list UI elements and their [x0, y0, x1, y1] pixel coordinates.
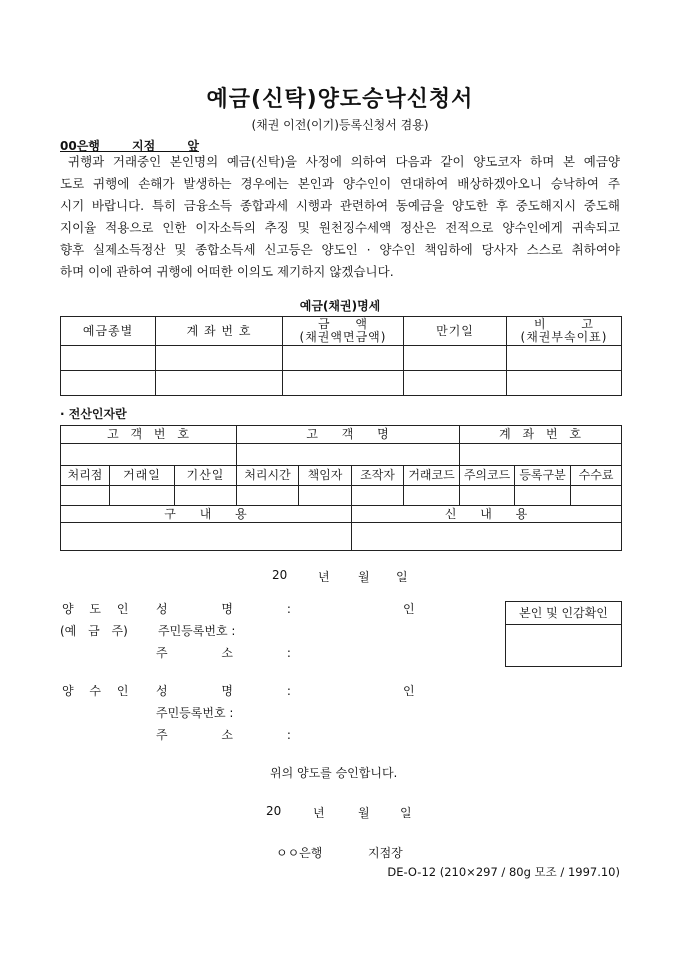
cell[interactable]: [507, 371, 622, 396]
date-year: 20: [272, 568, 288, 582]
transferee-name-label: 성 명 :: [156, 684, 291, 698]
date-day-label: 일: [396, 570, 408, 584]
header-process-time: 처리시간: [237, 466, 299, 486]
cell[interactable]: [237, 444, 460, 466]
body-line: 지이율 적용으로 인한 이자소득의 추징 및 원천징수세액 정산은 전적으로 양수인에게 귀속되고: [60, 220, 620, 235]
header-operator: 조작자: [352, 466, 404, 486]
remarks-sublabel: (채권부속이표): [520, 330, 608, 344]
date-month-label: 월: [358, 570, 370, 584]
transferee-seal: 인: [403, 684, 415, 698]
computer-table: [60, 425, 622, 551]
deposit-table: [60, 316, 622, 396]
body-line: 귀행과 거래중인 본인명의 예금(신탁)을 사정에 의하여 다음과 같이 양도코자 하며 본 예금양: [68, 154, 620, 169]
identity-verification-box: [505, 601, 622, 667]
approval-date-year-label: 년: [313, 806, 325, 820]
cell[interactable]: [61, 371, 156, 396]
transferor-name-label: 성 명 :: [156, 602, 291, 616]
verification-box-title: 본인 및 인감확인: [506, 602, 621, 625]
cell[interactable]: [404, 346, 507, 371]
cell[interactable]: [156, 346, 283, 371]
header-fee: 수수료: [571, 466, 622, 486]
cell[interactable]: [404, 371, 507, 396]
cell[interactable]: [61, 523, 352, 551]
cell[interactable]: [460, 444, 622, 466]
body-line: 시기 바랍니다. 특히 금융소득 종합과세 시행과 관련하여 동예금을 양도한 후 중도해지시 중도해: [60, 198, 620, 213]
transferee-label: 양 수 인: [62, 684, 129, 698]
cell[interactable]: [352, 523, 622, 551]
cell[interactable]: [156, 371, 283, 396]
header-customer-number: 고 객 번 호: [61, 426, 237, 444]
approval-text: 위의 양도를 승인합니다.: [270, 766, 398, 780]
cell[interactable]: [460, 486, 515, 506]
cell[interactable]: [175, 486, 237, 506]
cell[interactable]: [352, 486, 404, 506]
cell[interactable]: [515, 486, 571, 506]
transferee-address-label: 주 소 :: [156, 728, 291, 742]
cell[interactable]: [61, 444, 237, 466]
document-subtitle: (채권 이전(이기)등록신청서 겸용): [251, 118, 429, 132]
approval-date-day-label: 일: [400, 806, 412, 820]
cell[interactable]: [61, 346, 156, 371]
document-title: 예금(신탁)양도승낙신청서: [206, 87, 474, 112]
header-old-content: 구 내 용: [61, 506, 352, 523]
remarks-label: 비 고: [534, 317, 594, 332]
header-trade-date: 거래일: [110, 466, 175, 486]
header-new-content: 신 내 용: [352, 506, 622, 523]
approval-date-year: 20: [266, 804, 282, 818]
header-customer-name: 고 객 명: [237, 426, 460, 444]
computer-section-title: · 전산인자란: [60, 407, 127, 421]
transferor-seal: 인: [403, 602, 415, 616]
transferor-label: 양 도 인: [62, 602, 129, 616]
cell[interactable]: [507, 346, 622, 371]
header-branch: 처리점: [61, 466, 110, 486]
header-remarks: [507, 317, 622, 346]
header-deposit-type: 예금종별: [61, 317, 156, 346]
transferor-id-label: 주민등록번호 :: [158, 624, 236, 638]
form-code: DE-O-12 (210×297 / 80g 모조 / 1997.10): [387, 865, 620, 879]
cell[interactable]: [110, 486, 175, 506]
header-account-number: 계 좌 번 호: [156, 317, 283, 346]
header-account-number: 계 좌 번 호: [460, 426, 622, 444]
bank-name: ㅇㅇ은행: [276, 846, 323, 860]
cell[interactable]: [61, 486, 110, 506]
date-year-label: 년: [318, 570, 330, 584]
header-supervisor: 책임자: [299, 466, 352, 486]
cell[interactable]: [404, 486, 460, 506]
header-registration-type: 등록구분: [515, 466, 571, 486]
amount-label: 금 액: [318, 317, 368, 332]
body-line: 하며 이에 관하여 귀행에 어떠한 이의도 제기하지 않겠습니다.: [60, 264, 394, 279]
table-row: [61, 371, 622, 396]
header-trade-code: 거래코드: [404, 466, 460, 486]
cell[interactable]: [283, 346, 404, 371]
transferor-address-label: 주 소 :: [156, 646, 291, 660]
table-row: [61, 346, 622, 371]
cell[interactable]: [283, 371, 404, 396]
amount-sublabel: (채권액면금액): [299, 330, 387, 344]
approval-date-month-label: 월: [358, 806, 370, 820]
transferor-sublabel: (예 금 주): [60, 624, 128, 638]
header-start-date: 기산일: [175, 466, 237, 486]
addressee: 00은행 지점 앞: [60, 139, 200, 153]
deposit-table-title: 예금(채권)명세: [299, 299, 381, 313]
cell[interactable]: [237, 486, 299, 506]
branch-manager-title: 지점장: [368, 846, 403, 860]
body-line: 향후 실제소득정산 및 종합소득세 신고등은 양도인 · 양수인 책임하에 당사자 스스로 취하여야: [60, 242, 620, 257]
body-line: 도로 귀행에 손해가 발생하는 경우에는 본인과 양수인이 연대하여 배상하겠아오니 승낙하여 주: [60, 176, 620, 191]
cell[interactable]: [571, 486, 622, 506]
header-caution-code: 주의코드: [460, 466, 515, 486]
header-amount: [283, 317, 404, 346]
header-maturity: 만기일: [404, 317, 507, 346]
transferee-id-label: 주민등록번호 :: [156, 706, 234, 720]
cell[interactable]: [299, 486, 352, 506]
